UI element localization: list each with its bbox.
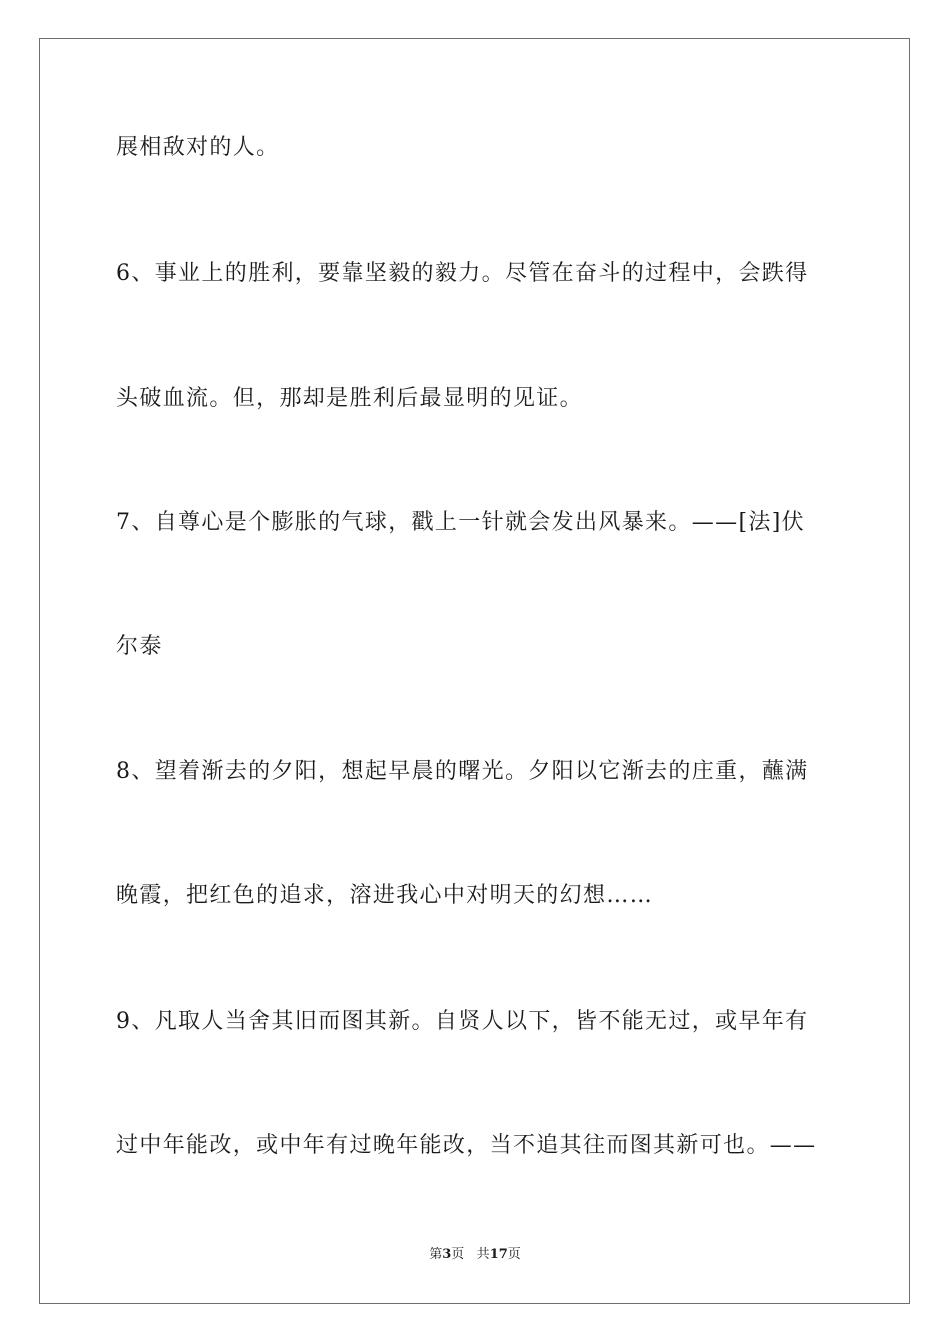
text-line-6: 8、望着渐去的夕阳，想起早晨的曙光。夕阳以它渐去的庄重，蘸满 [116,759,809,784]
text-line-9: 过中年能改，或中年有过晚年能改，当不追其往而图其新可也。—— [116,1133,817,1158]
page-number: 3 [442,1247,452,1262]
total-suffix: 页 [507,1247,521,1262]
text-line-2: 6、事业上的胜利，要靠坚毅的毅力。尽管在奋斗的过程中，会跌得 [116,261,809,286]
text-line-8: 9、凡取人当舍其旧而图其新。自贤人以下，皆不能无过，或早年有 [116,1009,809,1034]
page-border [39,38,910,1304]
total-pages: 17 [489,1247,508,1262]
page-suffix: 页 [451,1247,465,1262]
page-footer [0,1246,950,1264]
page-prefix: 第 [429,1247,443,1262]
text-line-7: 晚霞，把红色的追求，溶进我心中对明天的幻想…… [116,883,654,908]
text-line-1: 展相敌对的人。 [116,135,280,160]
text-line-4: 7、自尊心是个膨胀的气球，戳上一针就会发出风暴来。——[法]伏 [116,510,806,535]
text-line-5: 尔泰 [116,634,163,659]
text-line-3: 头破血流。但，那却是胜利后最显明的见证。 [116,386,584,411]
total-prefix: 共 [476,1247,490,1262]
